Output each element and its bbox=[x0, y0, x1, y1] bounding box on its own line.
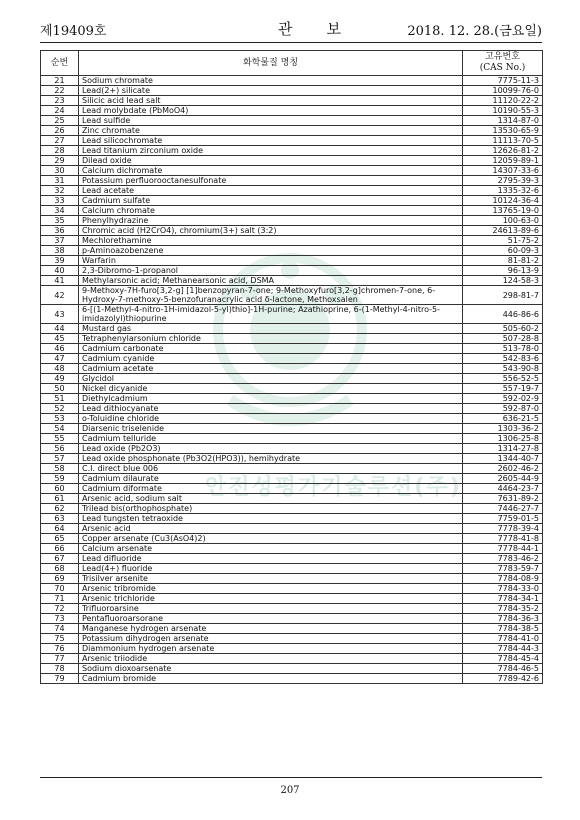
cas-number-cell: 81-81-2 bbox=[463, 256, 543, 266]
chemical-name-cell: Lead oxide phosphonate (Pb3O2(HPO3)), hemihydrate bbox=[79, 454, 463, 464]
header-rule bbox=[40, 42, 542, 43]
table-row bbox=[41, 504, 543, 514]
cas-number-cell: 7784-08-9 bbox=[463, 574, 543, 584]
row-number-cell: 78 bbox=[41, 664, 79, 674]
chemical-name-cell: Arsenic trichloride bbox=[79, 594, 463, 604]
table-row bbox=[41, 654, 543, 664]
row-number-cell: 52 bbox=[41, 404, 79, 414]
issue-date: 2018. 12. 28.(금요일) bbox=[407, 24, 542, 39]
footer-rule bbox=[40, 777, 542, 778]
row-number-cell: 29 bbox=[41, 156, 79, 166]
cas-number-cell: 298-81-7 bbox=[463, 286, 543, 305]
row-number-cell: 66 bbox=[41, 544, 79, 554]
table-row bbox=[41, 474, 543, 484]
chemical-table bbox=[40, 50, 543, 684]
table-row bbox=[41, 116, 543, 126]
chemical-name-cell: Lead(2+) silicate bbox=[79, 86, 463, 96]
chemical-name-cell: Trifluoroarsine bbox=[79, 604, 463, 614]
table-row bbox=[41, 404, 543, 414]
cas-number-cell: 11120-22-2 bbox=[463, 96, 543, 106]
table-row bbox=[41, 414, 543, 424]
row-number-cell: 74 bbox=[41, 624, 79, 634]
cas-header-line1: 고유번호 bbox=[485, 52, 520, 62]
table-row bbox=[41, 634, 543, 644]
chemical-name-cell: Potassium dihydrogen arsenate bbox=[79, 634, 463, 644]
watermark-text: 안전성평가기술루션(주) bbox=[205, 475, 462, 500]
chemical-name-cell: Arsenic acid bbox=[79, 524, 463, 534]
table-row bbox=[41, 146, 543, 156]
chemical-name-cell: Copper arsenate (Cu3(AsO4)2) bbox=[79, 534, 463, 544]
row-number-cell: 60 bbox=[41, 484, 79, 494]
row-number-cell: 57 bbox=[41, 454, 79, 464]
cas-number-cell: 636-21-5 bbox=[463, 414, 543, 424]
table-row bbox=[41, 354, 543, 364]
chemical-name-cell: Calcium chromate bbox=[79, 206, 463, 216]
cas-number-cell: 507-28-8 bbox=[463, 334, 543, 344]
chemical-name-cell: Silicic acid lead salt bbox=[79, 96, 463, 106]
cas-number-cell: 7784-38-5 bbox=[463, 624, 543, 634]
row-number-cell: 50 bbox=[41, 384, 79, 394]
chemical-name-cell: Lead molybdate (PbMoO4) bbox=[79, 106, 463, 116]
cas-number-cell: 24613-89-6 bbox=[463, 226, 543, 236]
table-row bbox=[41, 176, 543, 186]
cas-number-cell: 2605-44-9 bbox=[463, 474, 543, 484]
chemical-name-cell: Glycidol bbox=[79, 374, 463, 384]
cas-number-cell: 7778-39-4 bbox=[463, 524, 543, 534]
cas-number-cell: 7775-11-3 bbox=[463, 76, 543, 86]
row-number-cell: 70 bbox=[41, 584, 79, 594]
page-number: 207 bbox=[280, 785, 300, 796]
chemical-name-cell: Trilead bis(orthophosphate) bbox=[79, 504, 463, 514]
chemical-name-cell: Cadmium telluride bbox=[79, 434, 463, 444]
chemical-name-cell: Tetraphenylarsonium chloride bbox=[79, 334, 463, 344]
cas-number-cell: 513-78-0 bbox=[463, 344, 543, 354]
row-number-cell: 30 bbox=[41, 166, 79, 176]
table-row bbox=[41, 614, 543, 624]
table-row bbox=[41, 644, 543, 654]
row-number-cell: 64 bbox=[41, 524, 79, 534]
table-row bbox=[41, 196, 543, 206]
chemical-name-cell: Cadmium acetate bbox=[79, 364, 463, 374]
table-row bbox=[41, 266, 543, 276]
row-number-cell: 62 bbox=[41, 504, 79, 514]
table-row bbox=[41, 334, 543, 344]
chemical-name-cell: Cadmium sulfate bbox=[79, 196, 463, 206]
chemical-name-cell: Cadmium carbonate bbox=[79, 344, 463, 354]
row-number-cell: 56 bbox=[41, 444, 79, 454]
row-number-cell: 77 bbox=[41, 654, 79, 664]
table-row bbox=[41, 344, 543, 354]
cas-number-cell: 592-02-9 bbox=[463, 394, 543, 404]
cas-number-cell: 14307-33-6 bbox=[463, 166, 543, 176]
chemical-name-cell: Lead(4+) fluoride bbox=[79, 564, 463, 574]
chemical-name-cell: Dilead oxide bbox=[79, 156, 463, 166]
issue-number: 제19409호 bbox=[40, 24, 107, 39]
table-body bbox=[41, 76, 543, 684]
cas-number-cell: 13765-19-0 bbox=[463, 206, 543, 216]
cas-header-line2: (CAS No.) bbox=[479, 63, 526, 73]
cas-number-cell: 7784-35-2 bbox=[463, 604, 543, 614]
row-number-cell: 24 bbox=[41, 106, 79, 116]
column-header-name: 화학물질 명칭 bbox=[79, 51, 463, 76]
row-number-cell: 42 bbox=[41, 286, 79, 305]
cas-number-cell: 556-52-5 bbox=[463, 374, 543, 384]
row-number-cell: 33 bbox=[41, 196, 79, 206]
table-row bbox=[41, 494, 543, 504]
chemical-name-cell: Sodium chromate bbox=[79, 76, 463, 86]
cas-number-cell: 1335-32-6 bbox=[463, 186, 543, 196]
cas-number-cell: 1306-25-8 bbox=[463, 434, 543, 444]
table-row bbox=[41, 554, 543, 564]
table-row bbox=[41, 534, 543, 544]
row-number-cell: 55 bbox=[41, 434, 79, 444]
table-row bbox=[41, 664, 543, 674]
cas-number-cell: 13530-65-9 bbox=[463, 126, 543, 136]
row-number-cell: 44 bbox=[41, 324, 79, 334]
row-number-cell: 37 bbox=[41, 236, 79, 246]
row-number-cell: 73 bbox=[41, 614, 79, 624]
row-number-cell: 41 bbox=[41, 276, 79, 286]
table-row bbox=[41, 394, 543, 404]
row-number-cell: 26 bbox=[41, 126, 79, 136]
chemical-name-cell: Arsenic triiodide bbox=[79, 654, 463, 664]
row-number-cell: 58 bbox=[41, 464, 79, 474]
chemical-name-cell: Lead titanium zirconium oxide bbox=[79, 146, 463, 156]
cas-number-cell: 7778-44-1 bbox=[463, 544, 543, 554]
cas-number-cell: 2602-46-2 bbox=[463, 464, 543, 474]
table-header-row bbox=[41, 51, 543, 76]
row-number-cell: 72 bbox=[41, 604, 79, 614]
row-number-cell: 47 bbox=[41, 354, 79, 364]
table-row bbox=[41, 126, 543, 136]
cas-number-cell: 1314-87-0 bbox=[463, 116, 543, 126]
chemical-name-cell: p-Aminoazobenzene bbox=[79, 246, 463, 256]
chemical-name-cell: Methylarsonic acid; Methanearsonic acid, DSMA bbox=[79, 276, 463, 286]
column-header-cas bbox=[463, 51, 543, 76]
table-row bbox=[41, 106, 543, 116]
table-row bbox=[41, 156, 543, 166]
row-number-cell: 28 bbox=[41, 146, 79, 156]
table-row bbox=[41, 374, 543, 384]
chemical-name-cell: Diethylcadmium bbox=[79, 394, 463, 404]
cas-number-cell: 7784-33-0 bbox=[463, 584, 543, 594]
table-row bbox=[41, 364, 543, 374]
table-row bbox=[41, 574, 543, 584]
chemical-name-cell: Arsenic acid, sodium salt bbox=[79, 494, 463, 504]
cas-number-cell: 7778-41-8 bbox=[463, 534, 543, 544]
row-number-cell: 75 bbox=[41, 634, 79, 644]
chemical-name-cell: Zinc chromate bbox=[79, 126, 463, 136]
chemical-name-cell: Phenylhydrazine bbox=[79, 216, 463, 226]
chemical-name-cell: Potassium perfluorooctanesulfonate bbox=[79, 176, 463, 186]
chemical-name-cell: Pentafluoroarsorane bbox=[79, 614, 463, 624]
cas-number-cell: 12626-81-2 bbox=[463, 146, 543, 156]
chemical-name-cell: Mechlorethamine bbox=[79, 236, 463, 246]
cas-number-cell: 7783-46-2 bbox=[463, 554, 543, 564]
table-row bbox=[41, 524, 543, 534]
cas-number-cell: 96-13-9 bbox=[463, 266, 543, 276]
row-number-cell: 35 bbox=[41, 216, 79, 226]
cas-number-cell: 4464-23-7 bbox=[463, 484, 543, 494]
row-number-cell: 40 bbox=[41, 266, 79, 276]
table-row bbox=[41, 226, 543, 236]
chemical-name-cell: Cadmium bromide bbox=[79, 674, 463, 684]
cas-number-cell: 542-83-6 bbox=[463, 354, 543, 364]
table-row bbox=[41, 256, 543, 266]
cas-number-cell: 592-87-0 bbox=[463, 404, 543, 414]
table-row bbox=[41, 305, 543, 324]
row-number-cell: 59 bbox=[41, 474, 79, 484]
row-number-cell: 76 bbox=[41, 644, 79, 654]
cas-number-cell: 7783-59-7 bbox=[463, 564, 543, 574]
row-number-cell: 49 bbox=[41, 374, 79, 384]
table-row bbox=[41, 324, 543, 334]
cas-number-cell: 124-58-3 bbox=[463, 276, 543, 286]
row-number-cell: 65 bbox=[41, 534, 79, 544]
table-row bbox=[41, 246, 543, 256]
gazette-title: 관보 bbox=[278, 20, 375, 38]
table-row bbox=[41, 544, 543, 554]
table-row bbox=[41, 454, 543, 464]
gazette-header bbox=[40, 18, 542, 40]
cas-number-cell: 7784-45-4 bbox=[463, 654, 543, 664]
row-number-cell: 38 bbox=[41, 246, 79, 256]
cas-number-cell: 10124-36-4 bbox=[463, 196, 543, 206]
chemical-name-cell: Manganese hydrogen arsenate bbox=[79, 624, 463, 634]
row-number-cell: 45 bbox=[41, 334, 79, 344]
table-row bbox=[41, 434, 543, 444]
table-row bbox=[41, 186, 543, 196]
table-row bbox=[41, 286, 543, 305]
chemical-name-cell: 9-Methoxy-7H-furo[3,2-g] [1]benzopyran-7-one; 9-Methoxyfuro[3,2-g]chromen-7-one, 6-Hydroxy-7-methoxy-5-benzofuranacrylic acid δ-lactone, Methoxsalen bbox=[79, 286, 463, 305]
table-row bbox=[41, 96, 543, 106]
cas-number-cell: 7759-01-5 bbox=[463, 514, 543, 524]
cas-number-cell: 10099-76-0 bbox=[463, 86, 543, 96]
row-number-cell: 31 bbox=[41, 176, 79, 186]
row-number-cell: 39 bbox=[41, 256, 79, 266]
chemical-name-cell: Lead tungsten tetraoxide bbox=[79, 514, 463, 524]
cas-number-cell: 1344-40-7 bbox=[463, 454, 543, 464]
row-number-cell: 48 bbox=[41, 364, 79, 374]
row-number-cell: 46 bbox=[41, 344, 79, 354]
cas-number-cell: 543-90-8 bbox=[463, 364, 543, 374]
chemical-name-cell: Lead oxide (Pb2O3) bbox=[79, 444, 463, 454]
table-row bbox=[41, 206, 543, 216]
chemical-name-cell: Lead sulfide bbox=[79, 116, 463, 126]
chemical-name-cell: Cadmium diformate bbox=[79, 484, 463, 494]
row-number-cell: 25 bbox=[41, 116, 79, 126]
row-number-cell: 54 bbox=[41, 424, 79, 434]
row-number-cell: 27 bbox=[41, 136, 79, 146]
chemical-name-cell: Diammonium hydrogen arsenate bbox=[79, 644, 463, 654]
table-row bbox=[41, 594, 543, 604]
chemical-name-cell: Sodium dioxoarsenate bbox=[79, 664, 463, 674]
row-number-cell: 51 bbox=[41, 394, 79, 404]
row-number-cell: 43 bbox=[41, 305, 79, 324]
table-row bbox=[41, 276, 543, 286]
chemical-name-cell: Lead dithiocyanate bbox=[79, 404, 463, 414]
chemical-name-cell: Chromic acid (H2CrO4), chromium(3+) salt (3:2) bbox=[79, 226, 463, 236]
chemical-name-cell: Arsenic tribromide bbox=[79, 584, 463, 594]
table-row bbox=[41, 464, 543, 474]
table-row bbox=[41, 444, 543, 454]
cas-number-cell: 10190-55-3 bbox=[463, 106, 543, 116]
row-number-cell: 63 bbox=[41, 514, 79, 524]
column-header-no: 순번 bbox=[41, 51, 79, 76]
table-row bbox=[41, 674, 543, 684]
table-row bbox=[41, 236, 543, 246]
cas-number-cell: 12059-89-1 bbox=[463, 156, 543, 166]
chemical-name-cell: Lead acetate bbox=[79, 186, 463, 196]
cas-number-cell: 7784-46-5 bbox=[463, 664, 543, 674]
table-row bbox=[41, 384, 543, 394]
table-row bbox=[41, 484, 543, 494]
chemical-name-cell: C.I. direct blue 006 bbox=[79, 464, 463, 474]
chemical-name-cell: Lead difluoride bbox=[79, 554, 463, 564]
cas-number-cell: 7789-42-6 bbox=[463, 674, 543, 684]
table-row bbox=[41, 624, 543, 634]
table-row bbox=[41, 584, 543, 594]
chemical-name-cell: 2,3-Dibromo-1-propanol bbox=[79, 266, 463, 276]
cas-number-cell: 7784-36-3 bbox=[463, 614, 543, 624]
row-number-cell: 69 bbox=[41, 574, 79, 584]
row-number-cell: 79 bbox=[41, 674, 79, 684]
chemical-name-cell: Diarsenic triselenide bbox=[79, 424, 463, 434]
cas-number-cell: 60-09-3 bbox=[463, 246, 543, 256]
row-number-cell: 68 bbox=[41, 564, 79, 574]
row-number-cell: 23 bbox=[41, 96, 79, 106]
cas-number-cell: 7784-34-1 bbox=[463, 594, 543, 604]
cas-number-cell: 7784-44-3 bbox=[463, 644, 543, 654]
chemical-name-cell: 6-[(1-Methyl-4-nitro-1H-imidazol-5-yl)thio]-1H-purine; Azathioprine, 6-(1-Methyl-4-nitro-5-imidazolyl)thiopurine bbox=[79, 305, 463, 324]
chemical-name-cell: Nickel dicyanide bbox=[79, 384, 463, 394]
table-row bbox=[41, 86, 543, 96]
cas-number-cell: 11113-70-5 bbox=[463, 136, 543, 146]
row-number-cell: 32 bbox=[41, 186, 79, 196]
cas-number-cell: 51-75-2 bbox=[463, 236, 543, 246]
table-row bbox=[41, 424, 543, 434]
cas-number-cell: 446-86-6 bbox=[463, 305, 543, 324]
table-row bbox=[41, 604, 543, 614]
chemical-name-cell: Mustard gas bbox=[79, 324, 463, 334]
row-number-cell: 36 bbox=[41, 226, 79, 236]
chemical-name-cell: Cadmium dilaurate bbox=[79, 474, 463, 484]
cas-number-cell: 100-63-0 bbox=[463, 216, 543, 226]
table-row bbox=[41, 514, 543, 524]
row-number-cell: 61 bbox=[41, 494, 79, 504]
row-number-cell: 71 bbox=[41, 594, 79, 604]
chemical-name-cell: o-Toluidine chloride bbox=[79, 414, 463, 424]
row-number-cell: 21 bbox=[41, 76, 79, 86]
cas-number-cell: 7784-41-0 bbox=[463, 634, 543, 644]
table-row bbox=[41, 166, 543, 176]
cas-number-cell: 1314-27-8 bbox=[463, 444, 543, 454]
cas-number-cell: 7631-89-2 bbox=[463, 494, 543, 504]
cas-number-cell: 557-19-7 bbox=[463, 384, 543, 394]
table-row bbox=[41, 136, 543, 146]
chemical-name-cell: Trisilver arsenite bbox=[79, 574, 463, 584]
row-number-cell: 67 bbox=[41, 554, 79, 564]
cas-number-cell: 7446-27-7 bbox=[463, 504, 543, 514]
chemical-name-cell: Calcium arsenate bbox=[79, 544, 463, 554]
row-number-cell: 34 bbox=[41, 206, 79, 216]
chemical-name-cell: Lead silicochromate bbox=[79, 136, 463, 146]
table-row bbox=[41, 76, 543, 86]
row-number-cell: 53 bbox=[41, 414, 79, 424]
table-row bbox=[41, 216, 543, 226]
chemical-name-cell: Cadmium cyanide bbox=[79, 354, 463, 364]
cas-number-cell: 505-60-2 bbox=[463, 324, 543, 334]
cas-number-cell: 2795-39-3 bbox=[463, 176, 543, 186]
row-number-cell: 22 bbox=[41, 86, 79, 96]
chemical-name-cell: Calcium dichromate bbox=[79, 166, 463, 176]
cas-number-cell: 1303-36-2 bbox=[463, 424, 543, 434]
table-row bbox=[41, 564, 543, 574]
chemical-name-cell: Warfarin bbox=[79, 256, 463, 266]
